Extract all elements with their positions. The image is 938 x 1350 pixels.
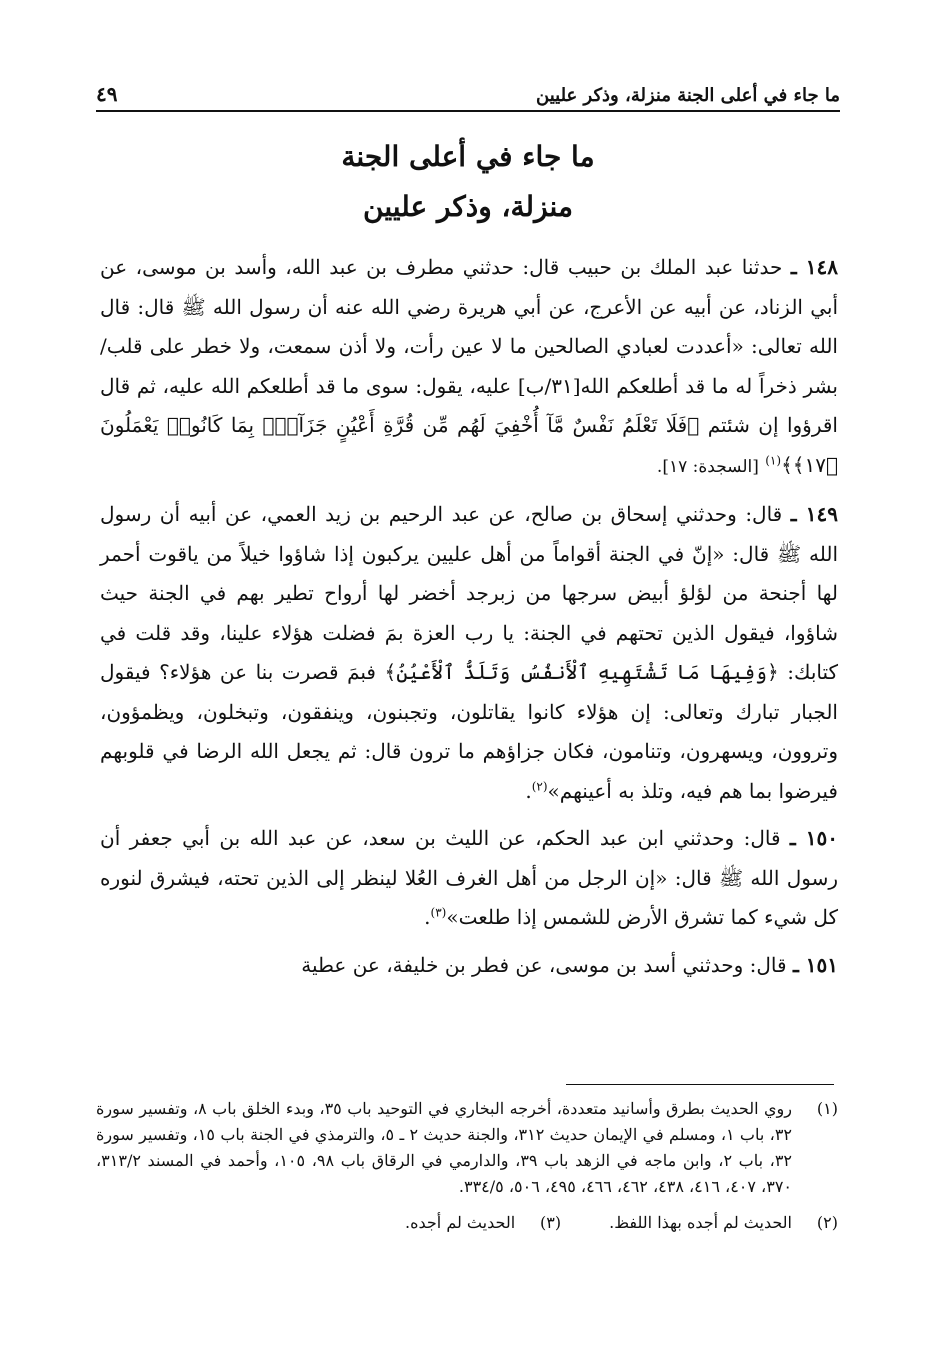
footnote-number: (٣) bbox=[540, 1213, 562, 1232]
hadith-151 bbox=[100, 946, 838, 986]
hadith-text: قال: وحدثني إسحاق بن صالح، عن عبد الرحيم بن زيد العمي، عن أبيه أن رسول الله ﷺ قال: «إنّ في الجنة أقواماً من أهل عليين يركبون إذا شاؤوا خيلاً من ياقوت أحمر لها أجنحة من لؤلؤ أبيض سرجها من زبرجد أخضر لها أرواح تطير بهم في الجنة حيث شاؤوا، فيقول الذين تحتهم في الجنة: يا رب العزة بمَ فضلت هؤلاء علينا، وقد قلت في كتابك: bbox=[100, 502, 839, 684]
hadith-number: ١٤٨ ـ bbox=[790, 255, 838, 279]
footnote-mark: (٣) bbox=[430, 905, 447, 920]
footnote-3 bbox=[405, 1210, 561, 1236]
hadith-150: ١٥٠ ـ قال: وحدثني ابن عبد الحكم، عن الليث بن سعد، عن عبد الله بن أبي جعفر أن رسول الله ﷺ قال: «إن الرجل من أهل الغرف العُلا لينظر إلى الذين تحته، فيشرق لنوره كل شيء كما تشرق الأرض للشمس إذا طلعت»$^{(٣)}$. bbox=[100, 826, 838, 929]
footnote-2 bbox=[609, 1210, 838, 1236]
page-number: ٤٩ bbox=[96, 82, 118, 106]
footnote-mark: (١) bbox=[765, 452, 782, 467]
hadith-number: ١٤٩ ـ bbox=[790, 502, 839, 526]
quran-verse: ﴿وَفِيهَا مَا تَشْتَهِيهِ ٱلْأَنفُسُ وَتَلَذُّ ٱلْأَعْيُنُ﴾ bbox=[384, 660, 779, 684]
chapter-title-line-1: ما جاء في أعلى الجنة bbox=[341, 140, 595, 173]
footnote-text: روي الحديث بطرق وأسانيد متعددة، أخرجه البخاري في التوحيد باب ٣٥، وبدء الخلق باب ٨، وتفسير سورة ٣٢، باب ١، ومسلم في الإيمان حديث ٣١٢، والجنة حديث ٢ ـ ٥، والترمذي في الجنة باب ١٥، وتفسير سورة ٣٢، باب ٢، وابن ماجه في الزهد باب ٣٩، والدارمي في الرقاق باب ٩٨، ١٠٥، وأحمد في المسند ٣١٣/٢، ٣٧٠، ٤٠٧، ٤١٦، ٤٣٨، ٤٦٢، ٤٦٦، ٤٩٥، ٥٠٦، ٣٣٤/٥. bbox=[96, 1099, 793, 1196]
chapter-title-line-2: منزلة، وذكر عليين bbox=[363, 190, 573, 223]
footnote-text: الحديث لم أجده. bbox=[405, 1213, 516, 1232]
hadith-text: قال: وحدثني أسد بن موسى، عن فطر بن خليفة، عن عطية bbox=[301, 952, 787, 977]
verse-reference: [السجدة: ١٧]. bbox=[656, 456, 759, 477]
footnote-row bbox=[96, 1210, 838, 1236]
hadith-149: ١٤٩ ـ قال: وحدثني إسحاق بن صالح، عن عبد الرحيم بن زيد العمي، عن أبيه أن رسول الله ﷺ قال: «إنّ في الجنة أقواماً من أهل عليين يركبون إذا شاؤوا خيلاً من ياقوت أحمر لها أجنحة من لؤلؤ أبيض سرجها من زبرجد أخضر لها أرواح تطير بهم في الجنة حيث شاؤوا، فيقول الذين تحتهم في الجنة: يا رب العزة بمَ فضلت هؤلاء علينا، وقد قلت في كتابك: ﴿وَفِيهَا مَا تَشْتَهِيهِ ٱلْأَنفُسُ وَتَلَذُّ ٱلْأَعْيُنُ﴾ فبمَ قصرت بنا عن هؤلاء؟ فيقول الجبار تبارك وتعالى: إن هؤلاء كانوا يقاتلون، وتجبنون، وينفقون، وتبخلون، ويظمؤون، وتروون، ويسهرون، وتنامون، فكان جزاؤهم ما ترون قال: ثم يجعل الله الرضا في قلوبهم فيرضوا بما هم فيه، وتلذ به أعينهم»$^{(٢)}$. bbox=[100, 502, 839, 803]
quran-verse: ﴿فَلَا تَعْلَمُ نَفْسٌ مَّآ أُخْفِيَ لَهُم مِّن قُرَّةِ أَعْيُنٍ جَزَآءًۢ بِمَا كَانُوا۟ يَعْمَلُونَ ﴿١٧﴾﴾ bbox=[100, 413, 838, 477]
footnote-number: (٢) bbox=[816, 1213, 838, 1232]
footnotes bbox=[96, 1096, 838, 1236]
footnote-divider bbox=[566, 1084, 834, 1085]
running-header bbox=[96, 66, 840, 112]
hadith-text: حدثنا عبد الملك بن حبيب قال: حدثني مطرف بن عبد الله، وأسد بن موسى، عن أبي الزناد، عن أبيه عن الأعرج، عن أبي هريرة رضي الله عنه أن رسول الله ﷺ قال: قال الله تعالى: «أعددت لعبادي الصالحين ما لا عين رأت، ولا أذن سمعت، ولا خطر على قلب/ بشر ذخراً له ما قد أطلعكم الله[٣١/ب] عليه، يقول: سوى ما قد أطلعكم الله عليه، ثم قال اقرؤوا إن شئتم bbox=[100, 255, 838, 437]
hadith-number: ١٥١ ـ bbox=[792, 952, 838, 977]
hadith-text: قال: وحدثني ابن عبد الحكم، عن الليث بن سعد، عن عبد الله بن أبي جعفر أن رسول الله ﷺ قال: «إن الرجل من أهل الغرف العُلا لينظر إلى الذين تحته، فيشرق لنوره كل شيء كما تشرق الأرض للشمس إذا طلعت» bbox=[100, 826, 838, 929]
footnote-text: الحديث لم أجده بهذا اللفظ. bbox=[609, 1213, 792, 1232]
hadith-148 bbox=[100, 248, 838, 487]
footnote-1 bbox=[96, 1096, 838, 1200]
footnote-mark: (٢) bbox=[531, 778, 548, 793]
chapter-title bbox=[96, 132, 840, 232]
body-text bbox=[100, 248, 838, 993]
footnote-number: (١) bbox=[816, 1099, 838, 1118]
hadith-text-continued: فبمَ قصرت بنا عن هؤلاء؟ فيقول الجبار تبارك وتعالى: إن هؤلاء كانوا يقاتلون، وتجبنون، وينفقون، وتبخلون، ويظمؤون، وتروون، ويسهرون، وتنامون، فكان جزاؤهم ما ترون قال: ثم يجعل الله الرضا في قلوبهم فيرضوا بما هم فيه، وتلذ به أعينهم» bbox=[100, 660, 838, 803]
running-title: ما جاء في أعلى الجنة منزلة، وذكر عليين bbox=[536, 85, 840, 106]
hadith-number: ١٥٠ ـ bbox=[789, 826, 838, 850]
